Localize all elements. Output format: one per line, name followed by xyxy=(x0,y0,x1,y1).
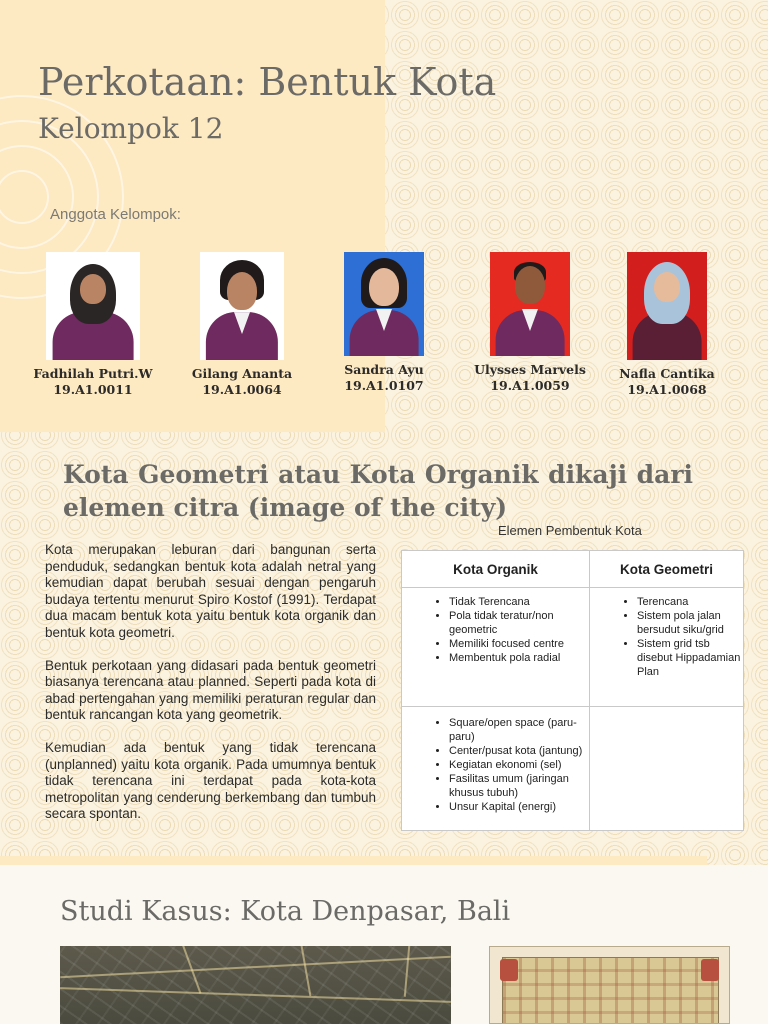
list-item: • Sistem grid tsb disebut Hippadamian Plan xyxy=(637,637,742,679)
column-header-organik: Kota Organik xyxy=(402,551,590,588)
body-text xyxy=(45,542,376,839)
photo-figure-face xyxy=(80,274,106,304)
table-caption: Elemen Pembentuk Kota xyxy=(498,523,642,538)
map-road xyxy=(60,987,451,1003)
member-card xyxy=(602,252,732,397)
list-item: • Kegiatan ekonomi (sel) xyxy=(449,758,588,772)
comparison-table xyxy=(401,550,744,831)
member-card xyxy=(28,252,158,397)
table-cell xyxy=(590,707,744,831)
list-item: • Fasilitas umum (jaringan khusus tubuh) xyxy=(449,772,588,800)
member-card xyxy=(177,252,307,397)
list-item: • Terencana xyxy=(637,595,742,609)
table-row xyxy=(402,707,744,831)
case-study-heading: Studi Kasus: Kota Denpasar, Bali xyxy=(60,896,511,927)
list-item: • Memiliki focused centre xyxy=(449,637,588,651)
member-id: 19.A1.0064 xyxy=(202,382,282,397)
satellite-map-image xyxy=(60,946,451,1024)
member-photo xyxy=(344,252,424,356)
member-photo xyxy=(490,252,570,356)
photo-figure-face xyxy=(369,268,399,306)
list-item: • Sistem pola jalan bersudut siku/grid xyxy=(637,609,742,637)
list-item: • Membentuk pola radial xyxy=(449,651,588,665)
photo-figure-face xyxy=(227,272,257,310)
organik-list xyxy=(403,716,588,814)
list-item: • Pola tidak teratur/non geometric xyxy=(449,609,588,637)
table-cell xyxy=(402,588,590,707)
geometri-list xyxy=(591,595,742,679)
member-card xyxy=(319,252,449,393)
page-title: Perkotaan: Bentuk Kota xyxy=(38,60,497,104)
member-photo xyxy=(46,252,140,360)
paragraph: Kemudian ada bentuk yang tidak terencana (unplanned) yaitu kota organik. Pada umumnya bentuk tidak terencana ini terdapat pada kota-kota metropolitan yang cenderung berkembang dan tumbuh secara spontan. xyxy=(45,739,376,822)
historic-map-drawing xyxy=(502,957,719,1024)
member-id: 19.A1.0068 xyxy=(627,382,707,397)
historic-map-image xyxy=(489,946,730,1024)
list-item: • Square/open space (paru-paru) xyxy=(449,716,588,744)
table-row xyxy=(402,588,744,707)
member-photo xyxy=(200,252,284,360)
photo-figure-face xyxy=(654,272,680,302)
member-id: 19.A1.0011 xyxy=(53,382,133,397)
photo-figure-face xyxy=(515,266,545,304)
list-item: • Unsur Kapital (energi) xyxy=(449,800,588,814)
paragraph: Bentuk perkotaan yang didasari pada bentuk geometri biasanya terencana atau planned. Seperti pada kota di abad pertengahan yang memiliki peraturan regular dan bentuk rancangan kota yang geometrik. xyxy=(45,657,376,723)
member-photo xyxy=(627,252,707,360)
paragraph: Kota merupakan leburan dari bangunan serta penduduk, sedangkan bentuk kota adalah netral yang kemudian dapat berubah sesuai dengan pengaruh budaya tertentu menurut Spiro Kostof (1991). Terdapat dua macam bentuk kota yaitu bentuk kota organik dan bentuk kota geometri. xyxy=(45,542,376,640)
members-label: Anggota Kelompok: xyxy=(50,206,181,223)
map-road xyxy=(404,946,416,997)
member-name: Gilang Ananta xyxy=(191,366,293,381)
divider-bar xyxy=(0,856,707,865)
member-id: 19.A1.0107 xyxy=(344,378,424,393)
table-cell xyxy=(590,588,744,707)
table-cell xyxy=(402,707,590,831)
section-heading: Kota Geometri atau Kota Organik dikaji dari elemen citra (image of the city) xyxy=(63,460,693,522)
column-header-geometri: Kota Geometri xyxy=(590,551,744,588)
member-card xyxy=(465,252,595,393)
map-emblem xyxy=(701,959,719,981)
member-name: Nafla Cantika xyxy=(619,366,715,381)
map-emblem xyxy=(500,959,518,981)
map-road xyxy=(289,946,312,996)
map-road xyxy=(60,956,451,978)
list-item: • Tidak Terencana xyxy=(449,595,588,609)
member-id: 19.A1.0059 xyxy=(490,378,570,393)
organik-list xyxy=(403,595,588,665)
page-subtitle: Kelompok 12 xyxy=(38,112,224,145)
list-item: • Center/pusat kota (jantung) xyxy=(449,744,588,758)
table-header-row xyxy=(402,551,744,588)
member-name: Sandra Ayu xyxy=(344,362,424,377)
member-name: Ulysses Marvels xyxy=(474,362,586,377)
member-name: Fadhilah Putri.W xyxy=(33,366,153,381)
